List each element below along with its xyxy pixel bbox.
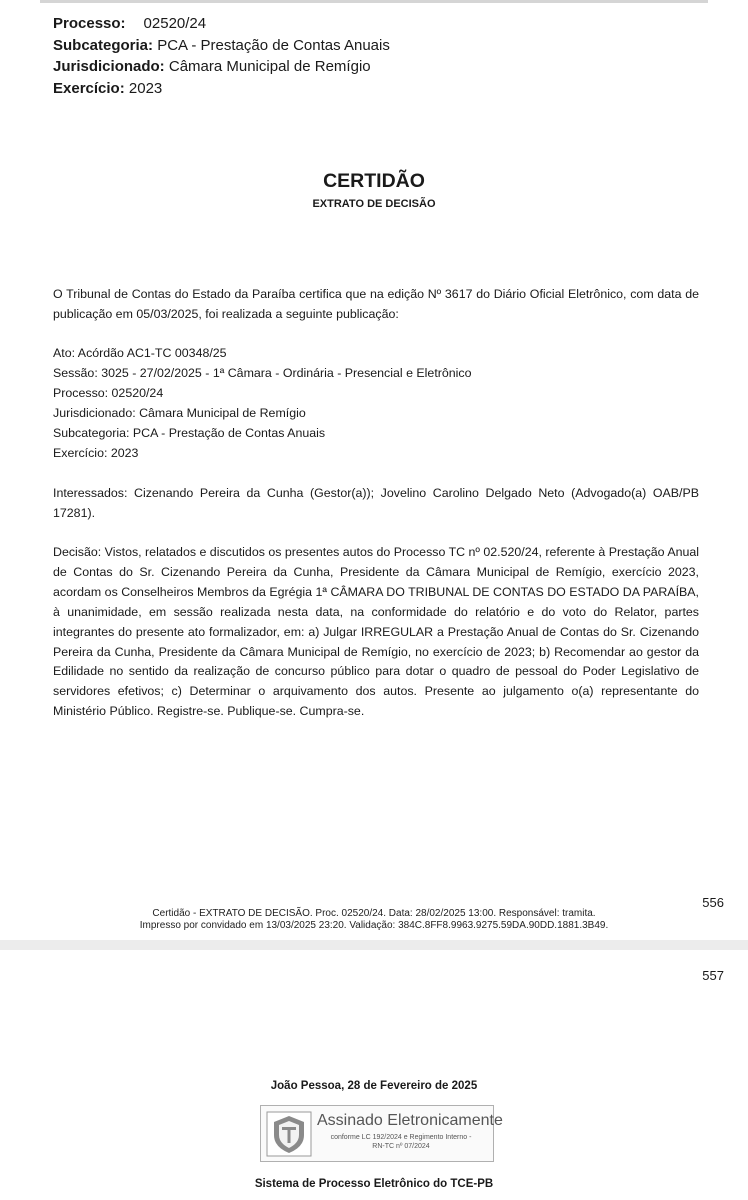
- decisao-paragraph: Decisão: Vistos, relatados e discutidos os presentes autos do Processo TC nº 02.520/24, referente à Prestação Anual de Contas do Sr. Cizenando Pereira da Cunha, Presidente da Câmara Municipal de Remígio, exercício 2023, acordam os Conselheiros Membros da Egrégia 1ª CÂMARA DO TRIBUNAL DE CONTAS DO ESTADO DA PARAÍBA, à unanimidade, em sessão realizada nesta data, na conformidade do relatório e do voto do Relator, partes integrantes do presente ato formalizador, em: a) Julgar IRREGULAR a Prestação Anual de Contas do Sr. Cizenando Pereira da Cunha, Presidente da Câmara Municipal de Remígio, no exercício de 2023; b) Recomendar ao gestor da Edilidade no sentido da realização de concurso público para dotar o quadro de pessoal do Poder Legislativo de servidores efetivos; c) Determinar o arquivamento dos autos. Presente ao julgamento o(a) representante do Ministério Público. Registre-se. Publique-se. Cumpra-se.: [53, 545, 700, 719]
- document-header: [53, 13, 390, 99]
- detail-exercicio: Exercício: 2023: [53, 445, 139, 460]
- document-title: CERTIDÃO: [323, 170, 425, 192]
- exercicio-label: Exercício:: [53, 79, 125, 97]
- footer-meta: [0, 908, 748, 931]
- subcategoria-label: Subcategoria:: [53, 36, 154, 54]
- page-break: [0, 940, 748, 950]
- footer-line-1: Certidão - EXTRATO DE DECISÃO. Proc. 02520/24. Data: 28/02/2025 13:00. Responsável: tramita.: [152, 908, 596, 919]
- detail-processo: Processo: 02520/24: [53, 385, 164, 400]
- exercicio-row: [53, 78, 390, 100]
- detail-subcategoria: Subcategoria: PCA - Prestação de Contas Anuais: [53, 425, 326, 440]
- system-name: Sistema de Processo Eletrônico do TCE-PB: [254, 1178, 494, 1190]
- document-subtitle: EXTRATO DE DECISÃO: [312, 198, 436, 210]
- exercicio-value: 2023: [128, 79, 163, 97]
- electronic-signature-stamp: [260, 1105, 503, 1162]
- city-date: João Pessoa, 28 de Fevereiro de 2025: [270, 1080, 478, 1092]
- jurisdicionado-value: Câmara Municipal de Remígio: [168, 58, 371, 75]
- stamp-title: Assinado Eletronicamente: [317, 1112, 503, 1129]
- stamp-subtitle-line-2: RN-TC nº 07/2024: [372, 1142, 430, 1150]
- intro-paragraph: O Tribunal de Contas do Estado da Paraíba certifica que na edição Nº 3617 do Diário Oficial Eletrônico, com data de publicação em 05/03/2025, foi realizada a seguinte publicação:: [53, 287, 699, 321]
- processo-value: 02520/24: [143, 15, 207, 32]
- jurisdicionado-row: [53, 56, 390, 78]
- processo-row: [53, 13, 390, 35]
- subcategoria-row: [53, 35, 390, 57]
- details-block: [53, 344, 699, 463]
- tce-seal-icon: [266, 1111, 312, 1157]
- detail-jurisdicionado: Jurisdicionado: Câmara Municipal de Remígio: [53, 405, 306, 420]
- subcategoria-value: PCA - Prestação de Contas Anuais: [157, 36, 390, 54]
- detail-sessao: Sessão: 3025 - 27/02/2025 - 1ª Câmara - Ordinária - Presencial e Eletrônico: [53, 365, 472, 380]
- jurisdicionado-label: Jurisdicionado:: [53, 58, 165, 75]
- page-top-rule: [40, 0, 708, 3]
- page-number-557: 557: [702, 968, 724, 983]
- interessados-paragraph: Interessados: Cizenando Pereira da Cunha (Gestor(a)); Jovelino Carolino Delgado Neto (Advogado(a) OAB/PB 17281).: [53, 486, 699, 520]
- page-number-556: 556: [702, 895, 724, 910]
- processo-label: Processo:: [53, 15, 126, 32]
- stamp-subtitle-line-1: conforme LC 192/2024 e Regimento Interno -: [330, 1134, 472, 1141]
- stamp-subtitle: [321, 1134, 481, 1151]
- detail-ato: Ato: Acórdão AC1-TC 00348/25: [53, 346, 227, 360]
- footer-line-2: Impresso por convidado em 13/03/2025 23:20. Validação: 384C.8FF8.9963.9275.59DA.90DD.1881.3B49.: [139, 919, 609, 931]
